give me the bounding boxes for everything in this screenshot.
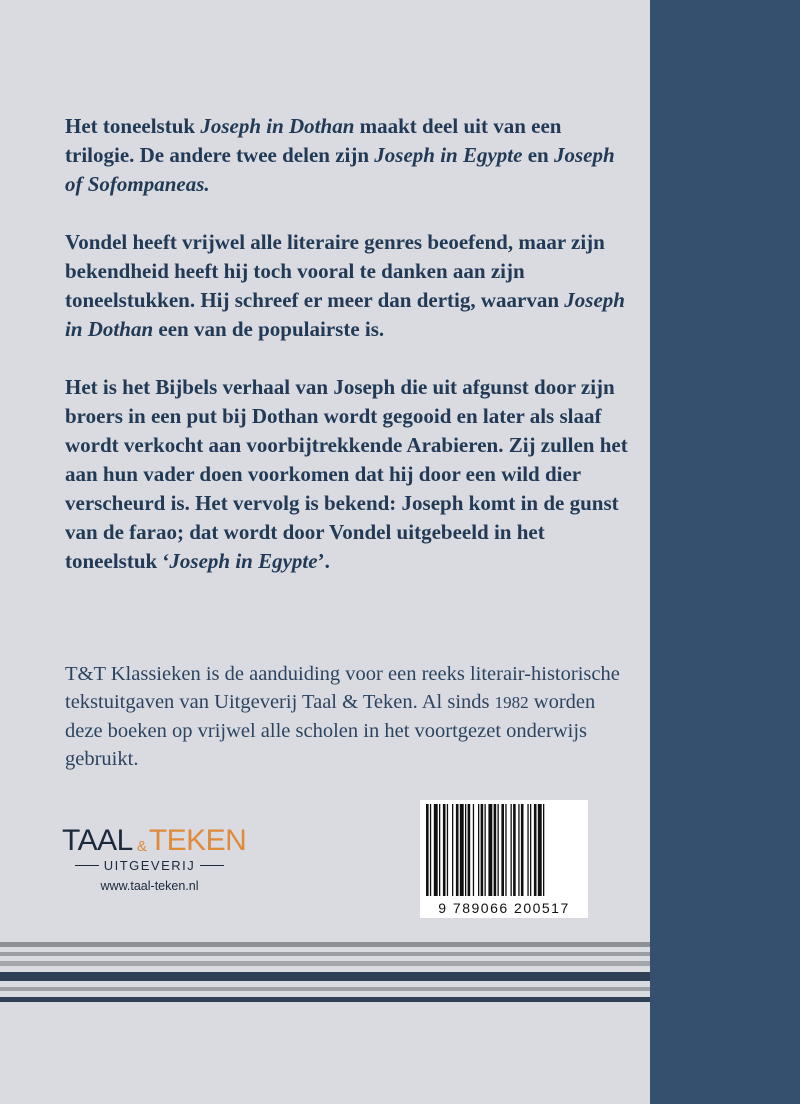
stripe-navy-2 bbox=[0, 997, 650, 1002]
barcode-bar bbox=[505, 804, 506, 896]
logo-ampersand: & bbox=[136, 838, 147, 855]
barcode-bar bbox=[501, 804, 504, 896]
title-italic: Joseph in Egypte bbox=[169, 549, 318, 573]
logo-subtitle: UITGEVERIJ bbox=[103, 858, 196, 873]
isbn-barcode bbox=[420, 800, 588, 918]
barcode-bar bbox=[426, 804, 429, 896]
logo-word-taal: TAAL bbox=[62, 824, 133, 857]
title-italic: Joseph in Dothan bbox=[200, 114, 355, 138]
barcode-bar bbox=[543, 804, 544, 896]
back-cover-blurb bbox=[65, 112, 635, 605]
barcode-bars bbox=[424, 804, 584, 896]
title-italic: Joseph of Sofompaneas. bbox=[65, 143, 615, 196]
barcode-bar bbox=[498, 804, 499, 896]
logo-word-teken: TEKEN bbox=[148, 824, 247, 857]
publisher-url: www.taal-teken.nl bbox=[100, 879, 199, 893]
stripe-navy-1 bbox=[0, 972, 650, 981]
side-color-band bbox=[650, 0, 800, 1104]
stripe-grey-1 bbox=[0, 942, 650, 947]
barcode-bar bbox=[465, 804, 466, 896]
barcode-bar bbox=[456, 804, 459, 896]
barcode-bar bbox=[439, 804, 440, 896]
barcode-bar bbox=[430, 804, 431, 896]
barcode-bar bbox=[468, 804, 471, 896]
barcode-bar bbox=[521, 804, 524, 896]
barcode-bar bbox=[538, 804, 542, 896]
barcode-bar bbox=[511, 804, 512, 896]
barcode-bar bbox=[530, 804, 531, 896]
blurb-paragraph-1: Het toneelstuk Joseph in Dothan maakt deel uit van een trilogie. De andere twee delen zijn Joseph in Egypte en Joseph of Sofompaneas. bbox=[65, 114, 615, 196]
barcode-bar bbox=[485, 804, 486, 896]
blurb-paragraph-2: Vondel heeft vrijwel alle literaire genres beoefend, maar zijn bekendheid heeft hij toch vooral te danken aan zijn toneelstukken. Hij schreef er meer dan dertig, waarvan Joseph in Dothan een van de populairste is. bbox=[65, 230, 625, 341]
barcode-bar bbox=[460, 804, 464, 896]
barcode-bar bbox=[478, 804, 479, 896]
barcode-bar bbox=[447, 804, 448, 896]
barcode-bar bbox=[534, 804, 537, 896]
logo-rule-right bbox=[200, 865, 224, 867]
barcode-bar bbox=[527, 804, 528, 896]
title-italic: Joseph in Dothan bbox=[65, 288, 625, 341]
stripe-grey-3 bbox=[0, 961, 650, 966]
barcode-bar bbox=[494, 804, 497, 896]
barcode-bar bbox=[473, 804, 474, 896]
barcode-bar bbox=[443, 804, 446, 896]
series-description: T&T Klassieken is de aanduiding voor een reeks literair-historische tekstuitgaven van Uitgeverij Taal & Teken. Al sinds 1982 worden deze boeken op vrijwel alle scholen in het voortgezet onderwijs gebruikt. bbox=[65, 663, 620, 770]
stripe-grey-4 bbox=[0, 987, 650, 991]
blurb-paragraph-3: Het is het Bijbels verhaal van Joseph die uit afgunst door zijn broers in een put bij Dothan wordt gegooid en later als slaaf wordt verkocht aan voorbijtrekkende Arabieren. Zij zullen het aan hun vader doen voorkomen dat hij door een wild dier verscheurd is. Het vervolg is bekend: Joseph komt in de gunst van de farao; dat wordt door Vondel uitgebeeld in het toneelstuk ‘Joseph in Egypte’. bbox=[65, 375, 628, 573]
barcode-bar bbox=[434, 804, 438, 896]
barcode-bar bbox=[488, 804, 492, 896]
stripe-grey-2 bbox=[0, 952, 650, 956]
barcode-number: 9 789066 200517 bbox=[420, 898, 588, 918]
title-italic: Joseph in Egypte bbox=[374, 143, 523, 167]
series-year: 1982 bbox=[494, 693, 529, 712]
barcode-bar bbox=[513, 804, 516, 896]
barcode-bar bbox=[452, 804, 453, 896]
barcode-bar bbox=[518, 804, 519, 896]
barcode-bar bbox=[481, 804, 484, 896]
logo-rule-left bbox=[75, 865, 99, 867]
publisher-logo bbox=[62, 818, 247, 893]
